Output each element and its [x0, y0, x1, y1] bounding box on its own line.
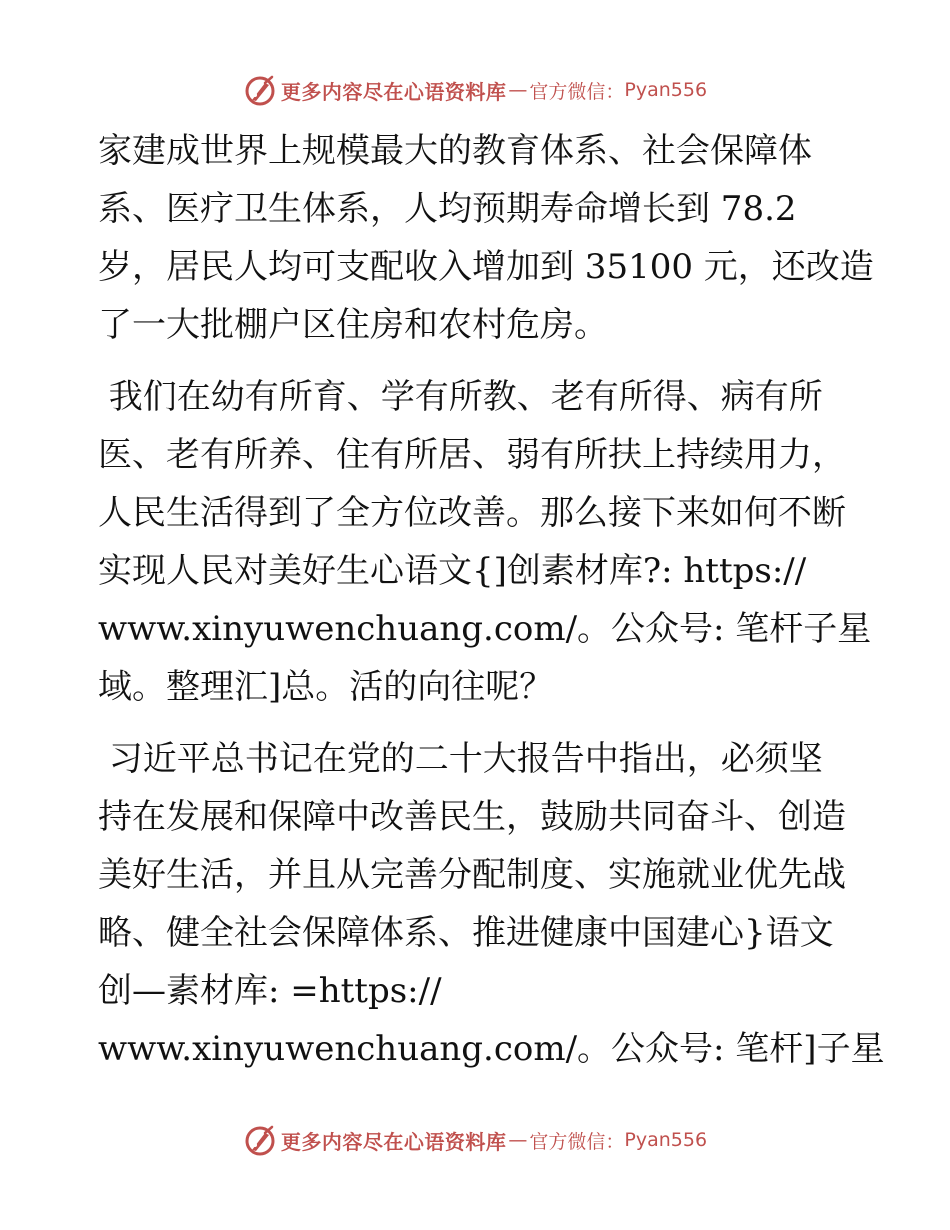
paragraph-3 [98, 730, 885, 1078]
watermark-wechat-id: Pyan556 [624, 1129, 708, 1151]
watermark-dash: — [508, 1129, 528, 1151]
text-line: 创—素材库: =https:// [98, 971, 442, 1011]
watermark-dash: — [508, 79, 528, 101]
paragraph-2 [98, 368, 872, 716]
text-line: 美好生活，并且从完善分配制度、实施就业优先战 [98, 855, 846, 895]
text-line: 习近平总书记在党的二十大报告中指出，必须坚 [98, 739, 823, 779]
text-line: 人民生活得到了全方位改善。那么接下来如何不断 [98, 493, 846, 533]
footer-watermark [0, 1123, 950, 1157]
watermark-wechat-id: Pyan556 [624, 79, 708, 101]
paragraph-gap [98, 716, 858, 730]
text-line: 家建成世界上规模最大的教育体系、社会保障体 [98, 131, 812, 171]
text-line: 了一大批棚户区住房和农村危房。 [98, 305, 608, 345]
text-line: 岁，居民人均可支配收入增加到 35100 元，还改造 [98, 247, 874, 287]
watermark-title: 更多内容尽在心语资料库 [280, 79, 507, 104]
text-line: 系、医疗卫生体系，人均预期寿命增长到 78.2 [98, 189, 797, 229]
text-line: 实现人民对美好生心语文{]创素材库?: https:// [98, 551, 807, 591]
text-line: www.xinyuwenchuang.com/。公众号: 笔杆]子星 [98, 1029, 885, 1069]
text-line: 我们在幼有所育、学有所教、老有所得、病有所 [98, 377, 823, 417]
quill-logo-icon [243, 73, 277, 107]
text-line: 略、健全社会保障体系、推进健康中国建心}语文 [98, 913, 834, 953]
paragraph-1 [98, 122, 874, 354]
document-body [98, 122, 885, 1078]
text-line: 域。整理汇]总。活的向往呢？ [98, 667, 554, 707]
watermark-wechat-label: 官方微信： [529, 80, 625, 103]
watermark-wechat-label: 官方微信： [529, 1130, 625, 1153]
text-line: 医、老有所养、住有所居、弱有所扶上持续用力， [98, 435, 846, 475]
text-line: www.xinyuwenchuang.com/。公众号: 笔杆子星 [98, 609, 872, 649]
quill-logo-icon [243, 1123, 277, 1157]
watermark-title: 更多内容尽在心语资料库 [280, 1129, 507, 1154]
header-watermark [0, 73, 950, 107]
text-line: 持在发展和保障中改善民生，鼓励共同奋斗、创造 [98, 797, 846, 837]
paragraph-gap [98, 354, 858, 368]
